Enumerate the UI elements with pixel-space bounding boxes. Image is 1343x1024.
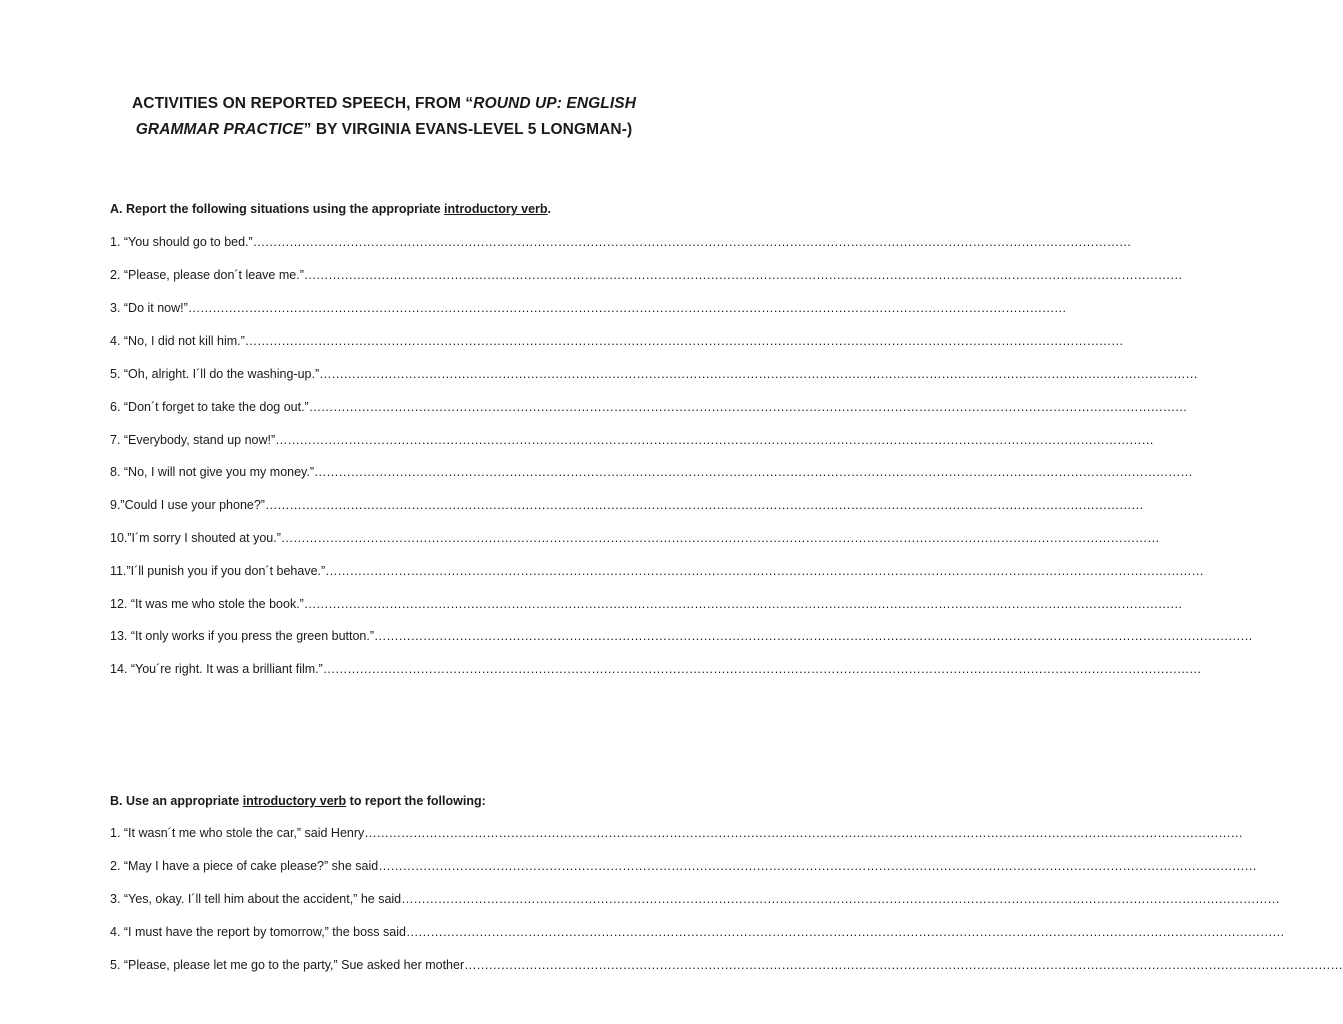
item-text: 2. “Please, please don´t leave me.” — [110, 268, 304, 282]
section-b-heading-end: to report the following: — [346, 794, 486, 808]
section-a-item-3 — [110, 300, 1067, 316]
item-text: 6. “Don´t forget to take the dog out.” — [110, 400, 309, 414]
item-text: 10.”I´m sorry I shouted at you.” — [110, 531, 281, 545]
title-text: ” BY VIRGINIA EVANS-LEVEL 5 LONGMAN-) — [303, 121, 633, 138]
answer-line: ……………………………………………………………………………………………………………………………………………………………………………………………… — [187, 301, 1067, 315]
answer-line: ……………………………………………………………………………………………………………………………………………………………………………………………… — [308, 400, 1188, 414]
section-b-item-5 — [110, 957, 1343, 973]
section-a-underlined-term: introductory verb — [444, 202, 548, 216]
item-text: 8. “No, I will not give you my money.” — [110, 465, 315, 479]
section-b-item-3 — [110, 891, 1280, 907]
answer-line: ……………………………………………………………………………………………………………………………………………………………………………………………… — [275, 433, 1154, 447]
book-title-italic: ROUND UP: ENGLISH — [473, 95, 637, 112]
section-a-item-13 — [110, 628, 1253, 644]
answer-line: ……………………………………………………………………………………………………………………………………………………………………………………………… — [401, 892, 1280, 906]
section-a-heading-end: . — [547, 202, 552, 216]
answer-line: ……………………………………………………………………………………………………………………………………………………………………………………………… — [464, 958, 1343, 972]
section-b-item-2 — [110, 858, 1257, 874]
item-text: 3. “Do it now!” — [110, 301, 188, 315]
answer-line: ……………………………………………………………………………………………………………………………………………………………………………………………… — [405, 925, 1285, 939]
answer-line: ……………………………………………………………………………………………………………………………………………………………………………………………… — [378, 859, 1257, 873]
section-a-item-7 — [110, 432, 1154, 448]
section-a-item-12 — [110, 596, 1183, 612]
answer-line: ……………………………………………………………………………………………………………………………………………………………………………………………… — [303, 597, 1183, 611]
item-text: 14. “You´re right. It was a brilliant film.” — [110, 662, 323, 676]
item-text: 9.”Could I use your phone?” — [110, 498, 265, 512]
section-a-item-2 — [110, 267, 1183, 283]
title-text: ACTIVITIES ON REPORTED SPEECH, FROM “ — [131, 95, 474, 112]
section-a-item-4 — [110, 333, 1124, 349]
answer-line: ……………………………………………………………………………………………………………………………………………………………………………………………… — [322, 662, 1202, 676]
section-a-item-10 — [110, 530, 1160, 546]
answer-line: ……………………………………………………………………………………………………………………………………………………………………………………………… — [314, 465, 1193, 479]
item-text: 7. “Everybody, stand up now!” — [110, 433, 276, 447]
item-text: 5. “Please, please let me go to the party,” Sue asked her mother — [110, 958, 465, 972]
item-text: 3. “Yes, okay. I´ll tell him about the accident,” he said — [110, 892, 402, 906]
book-title-italic: GRAMMAR PRACTICE — [135, 121, 304, 138]
item-text: 11.”I´ll punish you if you don´t behave.” — [110, 564, 326, 578]
item-text: 1. “It wasn´t me who stole the car,” said Henry — [110, 826, 365, 840]
section-a-item-9 — [110, 497, 1144, 513]
section-a-item-14 — [110, 661, 1202, 677]
item-text: 4. “I must have the report by tomorrow,” the boss said — [110, 925, 406, 939]
worksheet-title-line-1 — [60, 91, 708, 117]
answer-line: ……………………………………………………………………………………………………………………………………………………………………………………………… — [319, 367, 1198, 381]
item-text: 2. “May I have a piece of cake please?” she said — [110, 859, 379, 873]
answer-line: ……………………………………………………………………………………………………………………………………………………………………………………………… — [252, 235, 1132, 249]
item-text: 4. “No, I did not kill him.” — [110, 334, 245, 348]
section-a-item-11 — [110, 563, 1204, 579]
answer-line: ……………………………………………………………………………………………………………………………………………………………………………………………… — [374, 629, 1253, 643]
item-text: 13. “It only works if you press the green button.” — [110, 629, 375, 643]
section-a-item-6 — [110, 399, 1188, 415]
answer-line: ……………………………………………………………………………………………………………………………………………………………………………………………… — [325, 564, 1204, 578]
answer-line: ……………………………………………………………………………………………………………………………………………………………………………………………… — [364, 826, 1243, 840]
answer-line: ……………………………………………………………………………………………………………………………………………………………………………………………… — [303, 268, 1183, 282]
answer-line: ……………………………………………………………………………………………………………………………………………………………………………………………… — [280, 531, 1160, 545]
section-b-heading — [110, 793, 486, 809]
worksheet-title-line-2 — [60, 117, 708, 143]
section-a-heading — [110, 201, 551, 217]
section-a-item-8 — [110, 464, 1193, 480]
section-b-item-1 — [110, 825, 1243, 841]
answer-line: ……………………………………………………………………………………………………………………………………………………………………………………………… — [264, 498, 1144, 512]
item-text: 1. “You should go to bed.” — [110, 235, 253, 249]
section-b-item-4 — [110, 924, 1285, 940]
section-a-item-1 — [110, 234, 1132, 250]
item-text: 5. “Oh, alright. I´ll do the washing-up.” — [110, 367, 320, 381]
section-a-heading-text: A. Report the following situations using the appropriate — [110, 202, 445, 216]
section-a-item-5 — [110, 366, 1198, 382]
section-b-heading-text: B. Use an appropriate — [110, 794, 243, 808]
section-b-underlined-term: introductory verb — [242, 794, 347, 808]
answer-line: ……………………………………………………………………………………………………………………………………………………………………………………………… — [244, 334, 1124, 348]
item-text: 12. “It was me who stole the book.” — [110, 597, 304, 611]
